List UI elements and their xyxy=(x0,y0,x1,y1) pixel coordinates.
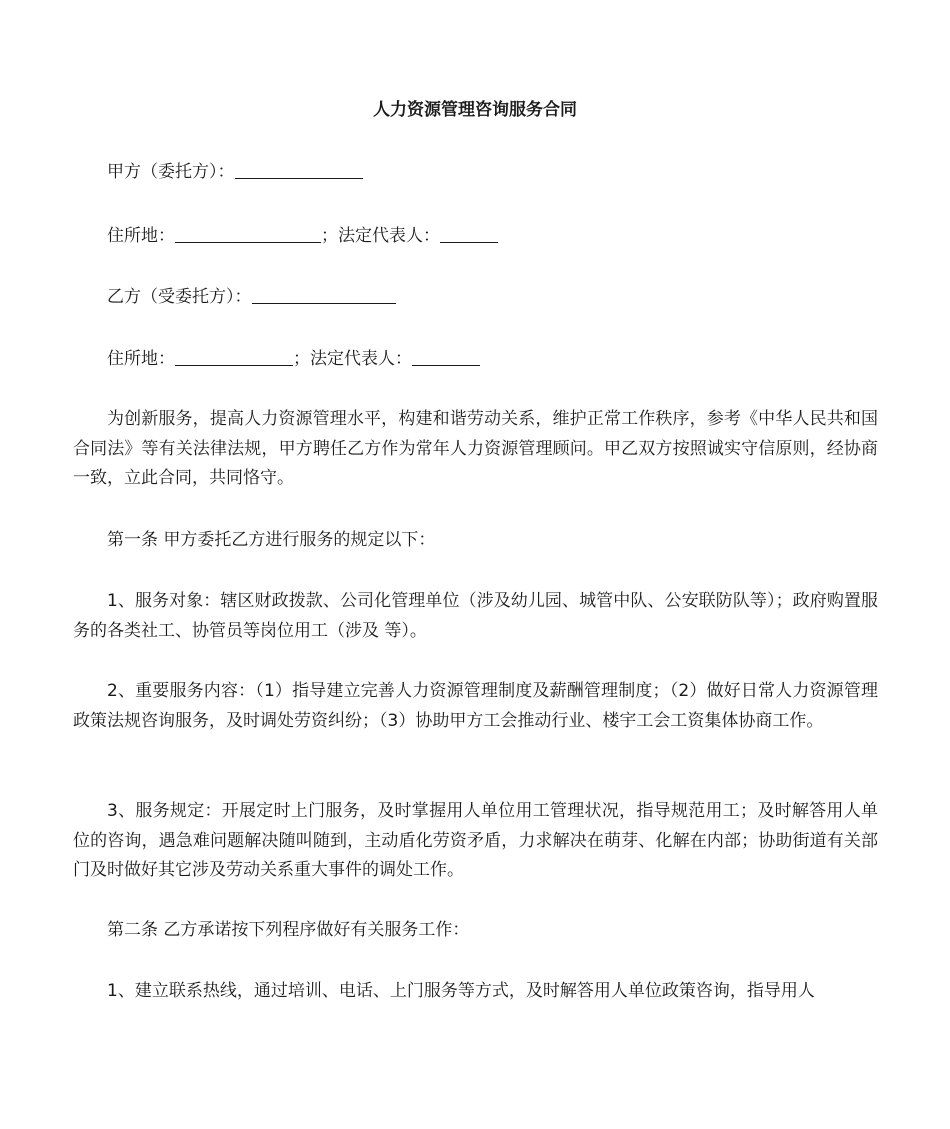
party-a-line xyxy=(73,158,878,188)
party-a-address-label: 住所地： xyxy=(107,226,175,246)
party-a-address-blank[interactable] xyxy=(175,225,321,243)
party-a-rep-label: ；法定代表人： xyxy=(321,226,440,246)
article2-item-1: 1、建立联系热线，通过培训、电话、上门服务等方式，及时解答用人单位政策咨询，指导用人 xyxy=(107,981,815,1001)
party-b-address-blank[interactable] xyxy=(175,348,293,366)
article1-item-1: 1、服务对象：辖区财政拨款、公司化管理单位（涉及幼儿园、城管中队、公安联防队等）；政府购置服务的各类社工、协管员等岗位用工（涉及 等）。 xyxy=(73,591,878,641)
preamble-paragraph: 为创新服务，提高人力资源管理水平，构建和谐劳动关系，维护正常工作秩序，参考《中华人民共和国合同法》等有关法律法规，甲方聘任乙方作为常年人力资源管理顾问。甲乙双方按照诚实守信原则，经协商一致，立此合同，共同恪守。 xyxy=(73,409,878,488)
party-b-line xyxy=(73,283,878,313)
article1-item-2: 2、重要服务内容：（1）指导建立完善人力资源管理制度及薪酬管理制度；（2）做好日常人力资源管理政策法规咨询服务，及时调处劳资纠纷；（3）协助甲方工会推动行业、楼宇工会工资集体协商工作。 xyxy=(73,681,878,731)
article1-heading: 第一条 甲方委托乙方进行服务的规定以下： xyxy=(107,530,436,550)
party-b-blank[interactable] xyxy=(252,286,396,304)
document-title: 人力资源管理咨询服务合同 xyxy=(373,100,577,120)
party-a-rep-blank[interactable] xyxy=(440,225,498,243)
party-a-address-line xyxy=(73,222,878,252)
party-b-address-line xyxy=(73,345,878,375)
article1-item-3: 3、服务规定：开展定时上门服务，及时掌握用人单位用工管理状况，指导规范用工；及时解答用人单位的咨询，遇急难问题解决随叫随到，主动盾化劳资矛盾，力求解决在萌芽、化解在内部；协助街道有关部门及时做好其它涉及劳动关系重大事件的调处工作。 xyxy=(73,801,878,880)
article2-heading: 第二条 乙方承诺按下列程序做好有关服务工作： xyxy=(107,920,470,940)
party-b-rep-label: ；法定代表人： xyxy=(293,349,412,369)
party-a-blank[interactable] xyxy=(235,161,363,179)
party-b-address-label: 住所地： xyxy=(107,349,175,369)
party-b-rep-blank[interactable] xyxy=(412,348,480,366)
party-b-label: 乙方（受委托方）： xyxy=(107,287,252,307)
party-a-label: 甲方（委托方）： xyxy=(107,162,235,182)
